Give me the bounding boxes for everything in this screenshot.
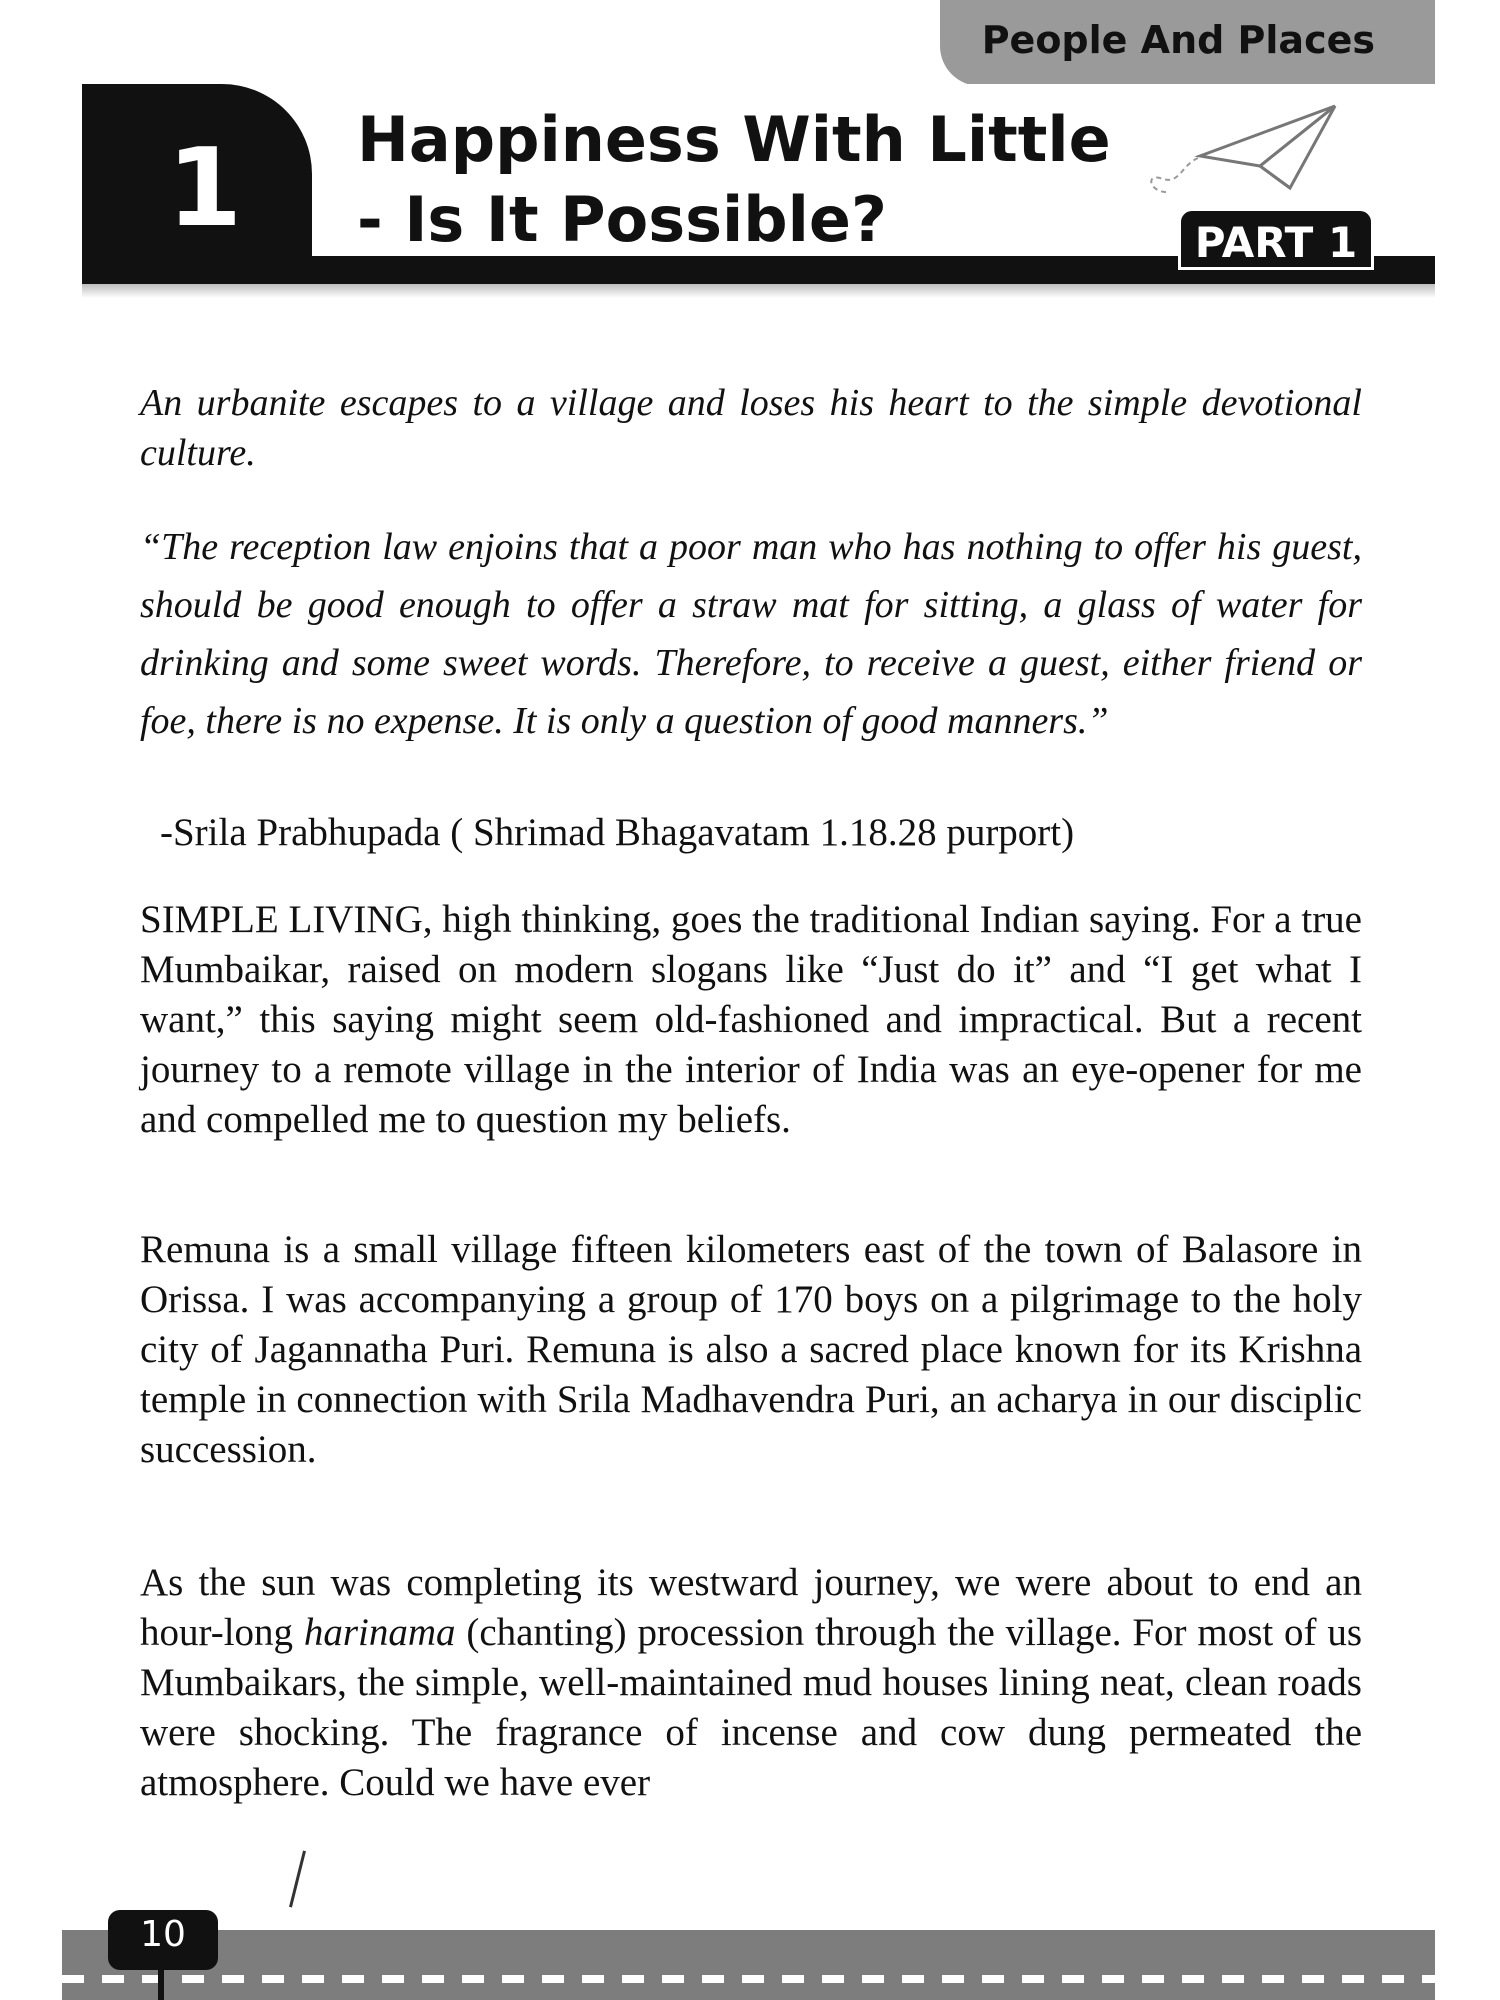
part-badge: PART 1 — [1178, 208, 1374, 270]
article-summary: An urbanite escapes to a village and loses his heart to the simple devotional culture. — [140, 382, 1362, 474]
chapter-number-block — [82, 84, 312, 284]
chapter-title — [357, 100, 1111, 260]
page-number-tab — [108, 1910, 218, 1970]
pen-mark — [289, 1850, 306, 1907]
epigraph-quote: “The reception law enjoins that a poor man who has nothing to offer his guest, should be good enough to offer a straw mat for sitting, a glass of water for drinking and some sweet words. Therefore, to receive a guest, either friend or foe, there is no expense. It is only a question of good manners.” — [140, 526, 1362, 742]
title-line-2: - Is It Possible? — [357, 183, 887, 256]
chapter-number: 1 — [167, 126, 243, 251]
header-shadow — [82, 284, 1435, 298]
footer-dashed-line — [62, 1975, 1435, 1983]
body-paragraph-2: Remuna is a small village fifteen kilometers east of the town of Balasore in Orissa. I was accompanying a group of 170 boys on a pilgrimage to the holy city of Jagannatha Puri. Remuna is also a sacred place known for its Krishna temple in connection with Srila Madhavendra Puri, an acharya in our disciplic succession. — [140, 1228, 1362, 1471]
paper-plane-icon — [1140, 96, 1340, 206]
paragraph-3-text-continued: (chanting) procession through the village. For most of us Mumbaikars, the simple, well-maintained mud houses lining neat, clean roads were shocking. The fragrance of incense and cow dung permeated the atmosphere. Could we have ever — [140, 1611, 1362, 1804]
section-tab — [940, 0, 1435, 86]
page-number: 10 — [140, 1914, 186, 1955]
harinama-term: harinama — [303, 1611, 456, 1654]
section-label: People And Places — [981, 18, 1375, 62]
paragraph-3-text: As the sun was completing its westward journey, we were about to end an hour-long — [140, 1561, 1362, 1654]
footer-band — [62, 1930, 1435, 2000]
body-paragraph-3 — [140, 1558, 1362, 1808]
title-line-1: Happiness With Little — [357, 103, 1111, 176]
page-tab-stem — [158, 1968, 164, 2000]
body-paragraph-1: SIMPLE LIVING, high thinking, goes the traditional Indian saying. For a true Mumbaikar, raised on modern slogans like “Just do it” and “I get what I want,” this saying might seem old-fashioned and impractical. But a recent journey to a remote village in the interior of India was an eye-opener for me and compelled me to question my beliefs. — [140, 898, 1362, 1141]
quote-attribution: -Srila Prabhupada ( Shrimad Bhagavatam 1.18.28 purport) — [160, 811, 1075, 854]
